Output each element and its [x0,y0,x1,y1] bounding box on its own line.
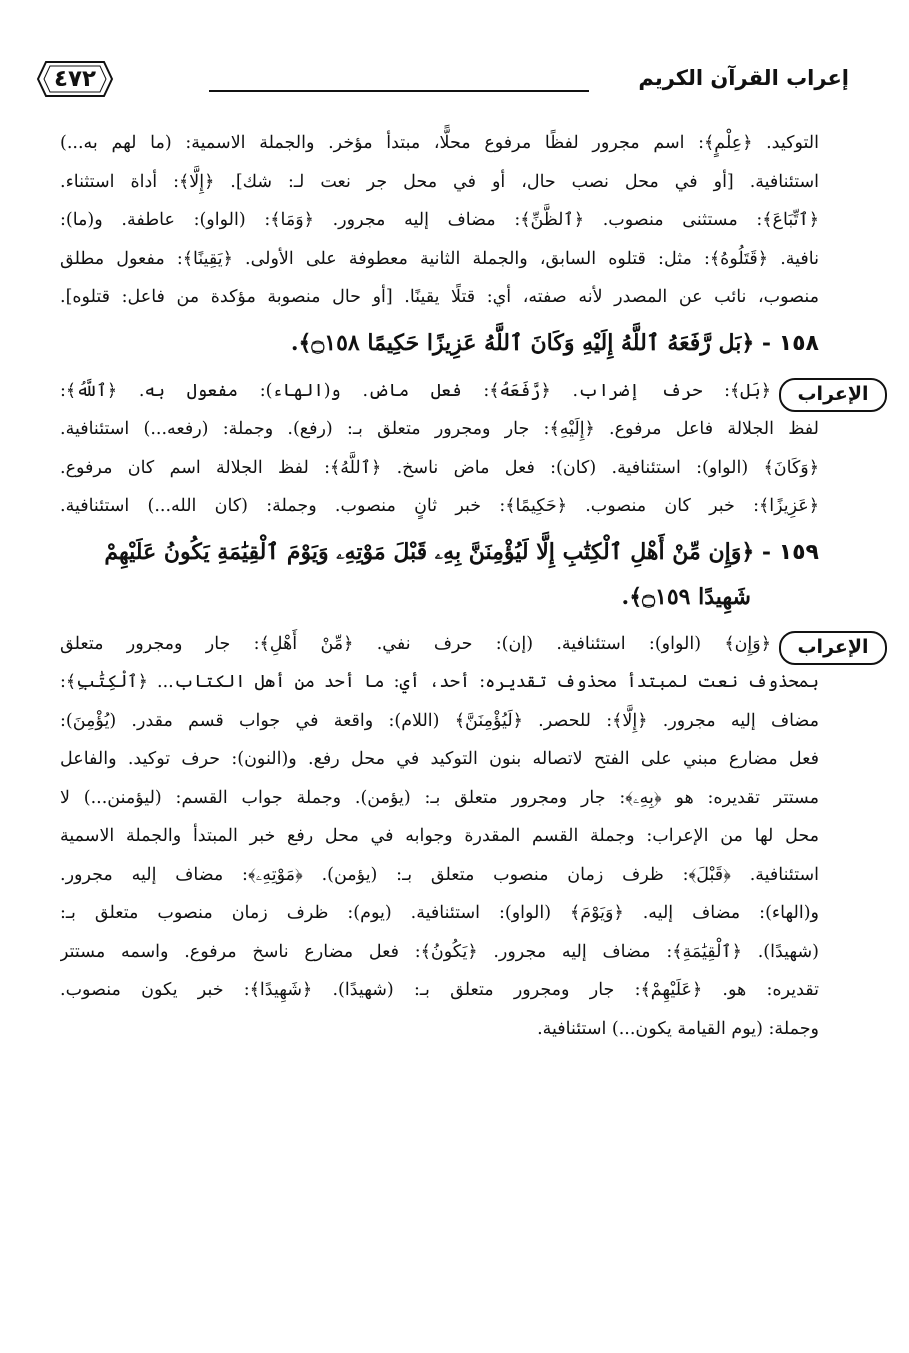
page-content [60,124,869,1048]
text-line: فعل مضارع مبني على الفتح لاتصاله بنون التوكيد في محل رفع. و(النون): حرف توكيد. والفاعل [60,749,819,769]
text-line: تقديره: هو. ﴿عَلَيْهِمْ﴾: جار ومجرور متعلق بـ: (شهيدًا). ﴿شَهِيدًا﴾: خبر يكون منصوب. [60,980,819,1000]
text-line: وجملة: (يوم القيامة يكون...) استئنافية. [537,1018,819,1039]
irab-label-badge: الإعراب [779,378,887,412]
verse-number: ١٥٨ [778,330,819,356]
text-line: مستتر تقديره: هو ﴿بِهِۦ﴾: جار ومجرور متعلق بـ: (يؤمن). وجملة جواب القسم: (ليؤمنن...) لا [60,787,819,808]
text-line: ﴿وَإِن﴾ (الواو): استئنافية. (إن): حرف نفي. ﴿مِّنْ أَهْلِ﴾: جار ومجرور متعلق [60,633,771,654]
text-line: بمحذوف نعت لمبتدأ محذوف تقديره: أحد، أي: ما أحد من أهل الكتاب... ﴿ٱلْكِتَٰبِ﴾: [60,672,819,692]
top-paragraph [60,124,819,317]
header-rule [209,90,589,92]
text-line: ﴿وَكَانَ﴾ (الواو): استئنافية. (كان): فعل ماض ناسخ. ﴿ٱللَّهُ﴾: لفظ الجلالة اسم كان مرفوع. [60,457,819,478]
text-line: و(الهاء): مضاف إليه. ﴿وَيَوْمَ﴾ (الواو): استئنافية. (يوم): ظرف زمان منصوب متعلق بـ: [60,903,819,923]
text-line: محل لها من الإعراب: وجملة القسم المقدرة وجوابه في محل رفع خبر المبتدأ والجملة الاسمية [60,826,819,846]
text-line: منصوب، نائب عن المصدر لأنه صفته، أي: قتلًا يقينًا. [أو حال منصوبة مؤكدة من فاعل: قتلوه]. [60,287,819,307]
irab-section-159 [60,625,869,1049]
verse-heading-159 [60,530,819,575]
page-header [28,58,849,106]
text-line: ﴿ٱتِّبَاعَ﴾: مستثنى منصوب. ﴿ٱلظَّنِّ﴾: مضاف إليه مجرور. ﴿وَمَا﴾: (الواو): عاطفة. و(ما): [60,210,819,230]
text-line: مضاف إليه مجرور. ﴿إِلَّا﴾: للحصر. ﴿لَيُؤْمِنَنَّ﴾ (اللام): واقعة في جواب قسم مقدر. (يُؤْمِنَ): [60,710,819,731]
verse-number: ١٥٩ [778,539,819,565]
verse-text: شَهِيدًا ۝١٥٩﴾. [621,583,751,610]
verse-heading-159-continued [60,575,819,619]
verse-heading-158 [60,321,819,366]
page-number-frame [36,60,114,98]
text-line: ﴿عَزِيزًا﴾: خبر كان منصوب. ﴿حَكِيمًا﴾: خبر ثانٍ منصوب. وجملة: (كان الله...) استئنافية. [60,496,819,516]
irab-label-badge: الإعراب [779,631,887,665]
irab-section-158 [60,372,869,526]
verse-text: - ﴿بَل رَّفَعَهُ ٱللَّهُ إِلَيْهِ وَكَانَ ٱللَّهُ عَزِيزًا حَكِيمًا ۝١٥٨﴾. [290,329,772,356]
text-line: (شهيدًا). ﴿ٱلْقِيَٰمَةِ﴾: مضاف إليه مجرور. ﴿يَكُونُ﴾: فعل مضارع ناسخ مرفوع. واسمه مستتر [60,941,819,962]
text-line: ﴿بَل﴾: حرف إضراب. ﴿رَّفَعَهُ﴾: فعل ماض. و(الهاء): مفعول به. ﴿ٱللَّهُ﴾: [60,380,771,401]
page-number: ٤٧٢ [53,66,97,92]
text-line: التوكيد. ﴿عِلْمٍ﴾: اسم مجرور لفظًا مرفوع محلًّا، مبتدأ مؤخر. والجملة الاسمية: (ما لهم به...) [60,133,819,153]
verse-text: - ﴿وَإِن مِّنْ أَهْلِ ٱلْكِتَٰبِ إِلَّا لَيُؤْمِنَنَّ بِهِۦ قَبْلَ مَوْتِهِۦ وَيَوْمَ ٱلْقِيَٰمَةِ يَكُونُ عَلَيْهِمْ [104,538,772,565]
text-line: استئنافية. ﴿قَبْلَ﴾: ظرف زمان منصوب متعلق بـ: (يؤمن). ﴿مَوْتِهِۦ﴾: مضاف إليه مجرور. [60,864,819,885]
text-line: استئنافية. [أو في محل نصب حال، أو في محل جر نعت لـ: شك]. ﴿إِلَّا﴾: أداة استثناء. [60,171,819,192]
text-line: لفظ الجلالة فاعل مرفوع. ﴿إِلَيْهِ﴾: جار ومجرور متعلق بـ: (رفع). وجملة: (رفعه...) استئنافية. [60,419,819,439]
book-title: إعراب القرآن الكريم [638,66,849,90]
text-line: نافية. ﴿قَتَلُوهُ﴾: مثل: قتلوه السابق، والجملة الثانية معطوفة على الأولى. ﴿يَقِينًا﴾: مفعول مطلق [60,248,819,269]
